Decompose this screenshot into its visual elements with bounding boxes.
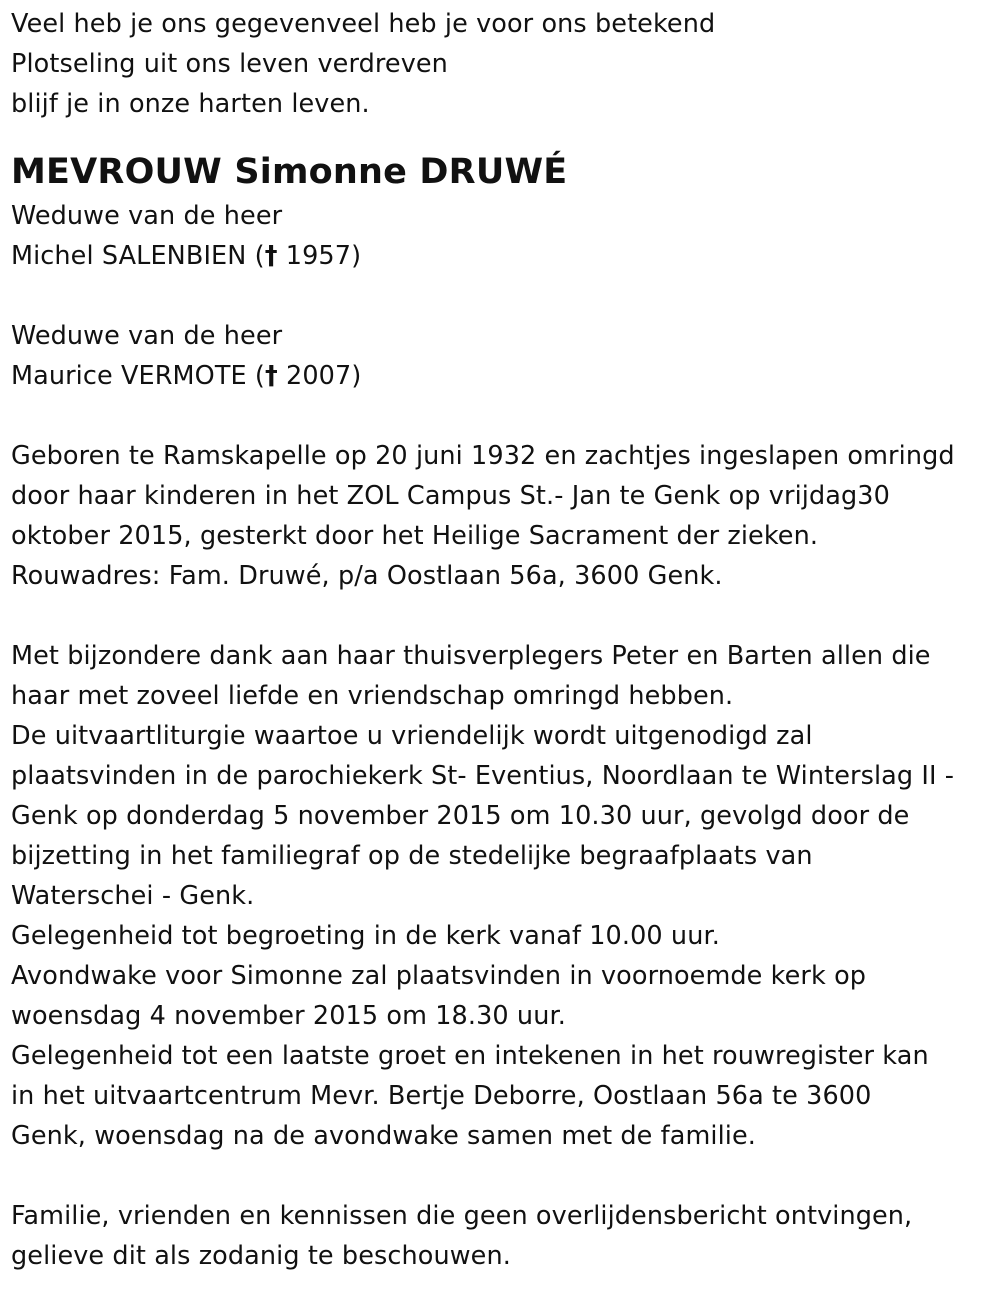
paragraph-line: Waterschei - Genk. <box>11 881 255 911</box>
paragraph-line: Met bijzondere dank aan haar thuisverplegers Peter en Barten allen die <box>11 641 931 671</box>
spouse-relation: Weduwe van de heer <box>11 321 283 351</box>
paragraph-line: Familie, vrienden en kennissen die geen overlijdensbericht ontvingen, <box>11 1201 913 1231</box>
poem-line: Plotseling uit ons leven verdreven <box>11 49 448 79</box>
spouse-name <box>11 356 1000 396</box>
poem-line: blijf je in onze harten leven. <box>11 89 370 119</box>
deceased-name-title: MEVROUW Simonne DRUWÉ <box>11 152 568 192</box>
paragraph-line: gelieve dit als zodanig te beschouwen. <box>11 1241 511 1271</box>
paragraph-line: oktober 2015, gesterkt door het Heilige Sacrament der zieken. <box>11 521 819 551</box>
paragraph-line: Gelegenheid tot begroeting in de kerk vanaf 10.00 uur. <box>11 921 720 951</box>
paragraph-line: De uitvaartliturgie waartoe u vriendelijk wordt uitgenodigd zal <box>11 721 813 751</box>
closing-paragraph <box>11 1196 1000 1276</box>
spacer <box>11 1156 1000 1196</box>
paragraph-line: Gelegenheid tot een laatste groet en intekenen in het rouwregister kan <box>11 1041 929 1071</box>
spacer <box>11 124 1000 148</box>
cross-icon: † <box>264 241 278 271</box>
spouse-death-year: 1957) <box>277 241 362 271</box>
poem-line: Veel heb je ons gegevenveel heb je voor ons betekend <box>11 9 716 39</box>
spouse-block <box>11 316 1000 396</box>
paragraph-line: haar met zoveel liefde en vriendschap omringd hebben. <box>11 681 734 711</box>
cross-icon: † <box>264 361 278 391</box>
paragraph-line: Geboren te Ramskapelle op 20 juni 1932 en zachtjes ingeslapen omringd <box>11 441 955 471</box>
spacer <box>11 596 1000 636</box>
paragraph-line: in het uitvaartcentrum Mevr. Bertje Deborre, Oostlaan 56a te 3600 <box>11 1081 872 1111</box>
paragraph-line: bijzetting in het familiegraf op de stedelijke begraafplaats van <box>11 841 813 871</box>
paragraph-line: Genk op donderdag 5 november 2015 om 10.30 uur, gevolgd door de <box>11 801 910 831</box>
spouse-name-text: Maurice VERMOTE ( <box>11 361 265 391</box>
spacer <box>11 276 1000 316</box>
funeral-info-paragraph <box>11 636 1000 1156</box>
paragraph-line: Avondwake voor Simonne zal plaatsvinden in voornoemde kerk op <box>11 961 867 991</box>
spacer <box>11 396 1000 436</box>
paragraph-line: Genk, woensdag na de avondwake samen met de familie. <box>11 1121 756 1151</box>
poem <box>11 4 1000 124</box>
spouse-name-text: Michel SALENBIEN ( <box>11 241 265 271</box>
paragraph-line: door haar kinderen in het ZOL Campus St.- Jan te Genk op vrijdag30 <box>11 481 890 511</box>
mourning-address: Rouwadres: Fam. Druwé, p/a Oostlaan 56a, 3600 Genk. <box>11 561 723 591</box>
paragraph-line: woensdag 4 november 2015 om 18.30 uur. <box>11 1001 566 1031</box>
paragraph-line: plaatsvinden in de parochiekerk St- Eventius, Noordlaan te Winterslag II - <box>11 761 955 791</box>
spouse-relation: Weduwe van de heer <box>11 201 283 231</box>
spouse-block <box>11 196 1000 276</box>
birth-death-paragraph <box>11 436 1000 596</box>
spouse-name <box>11 236 1000 276</box>
spouse-death-year: 2007) <box>277 361 362 391</box>
